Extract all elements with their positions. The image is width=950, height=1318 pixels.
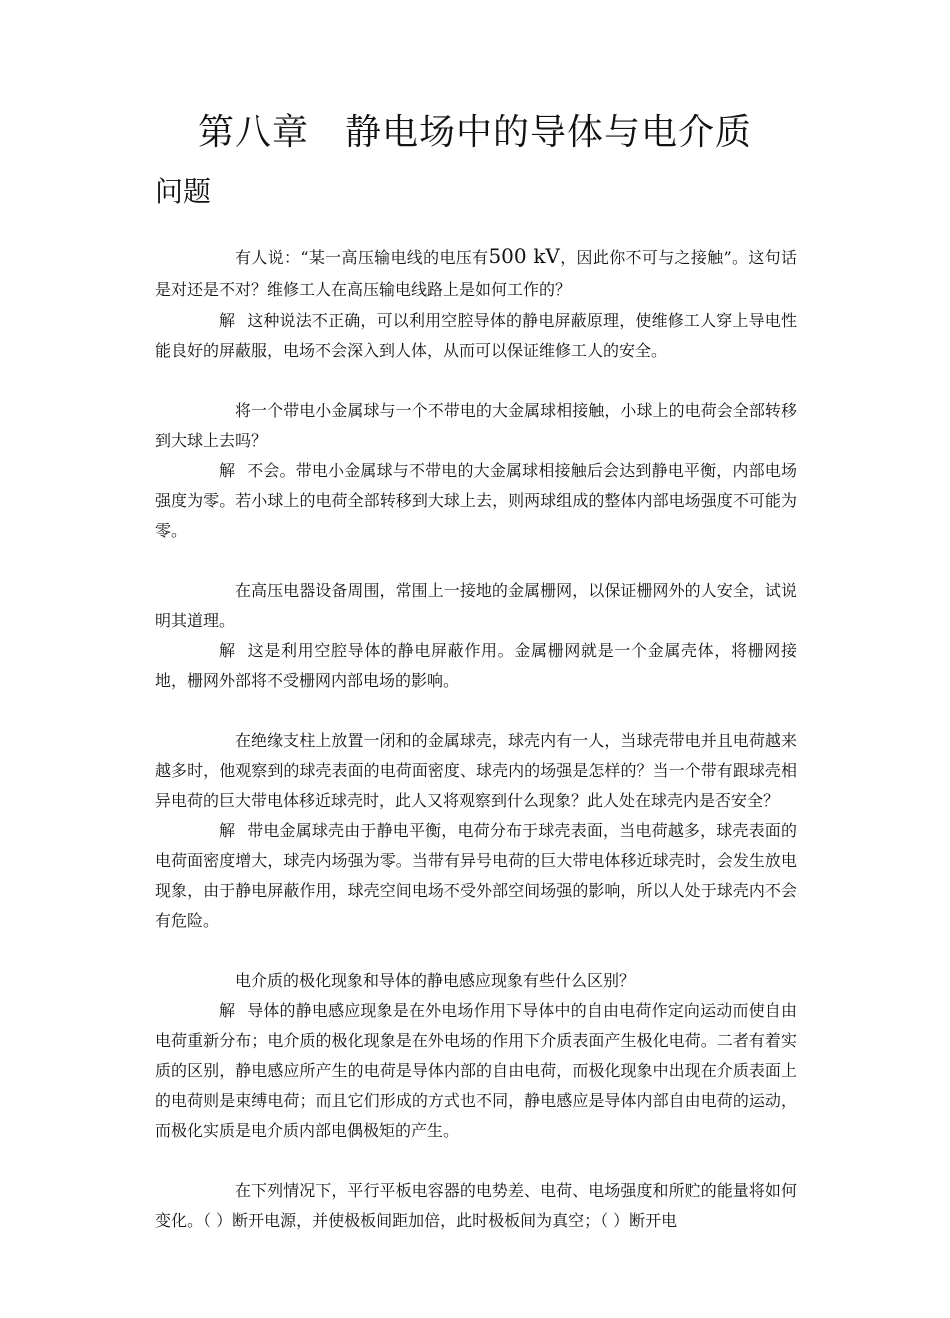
qa-list [155,240,797,1266]
qa-item-3 [155,576,797,696]
question-text: 在绝缘支柱上放置一闭和的金属球壳，球壳内有一人，当球壳带电并且电荷越来越多时，他观察到的球壳表面的电荷面密度、球壳内的场强是怎样的？当一个带有跟球壳相异电荷的巨大带电体移近球壳时，此人又将观察到什么现象？此人处在球壳内是否安全？ [155,731,797,810]
answer-label: 解 [219,311,236,330]
question-text-part-b: ，因此你不可与之接触”。这句话是对还是不对？维修工人在高压输电线路上是如何工作的？ [155,248,798,299]
answer-body: 带电金属球壳由于静电平衡，电荷分布于球壳表面，当电荷越多，球壳表面的电荷面密度增大，球壳内场强为零。当带有异号电荷的巨大带电体移近球壳时，会发生放电现象，由于静电屏蔽作用，球壳空间电场不受外部空间场强的影响，所以人处于球壳内不会有危险。 [155,821,797,930]
qa-item-4 [155,726,797,936]
question-text: 电介质的极化现象和导体的静电感应现象有些什么区别？ [235,971,636,990]
chapter-name: 静电场中的导体与电介质 [345,112,753,153]
question-text: 将一个带电小金属球与一个不带电的大金属球相接触，小球上的电荷会全部转移到大球上去吗？ [155,401,797,450]
chapter-title [0,108,950,158]
answer-text [155,816,797,936]
question-text [155,240,797,306]
answer-text [155,456,797,546]
qa-item-1 [155,240,797,366]
qa-item-2 [155,396,797,546]
section-heading: 问题 [155,175,212,208]
chapter-number: 第八章 [197,112,309,153]
answer-text [155,306,797,366]
answer-body: 这种说法不正确，可以利用空腔导体的静电屏蔽原理，使维修工人穿上导电性能良好的屏蔽服，电场不会深入到人体，从而可以保证维修工人的安全。 [155,311,797,360]
answer-body: 不会。带电小金属球与不带电的大金属球相接触后会达到静电平衡，内部电场强度为零。若小球上的电荷全部转移到大球上去，则两球组成的整体内部电场强度不可能为零。 [155,461,797,540]
voltage-value: 500 kV [488,244,560,268]
answer-text [155,996,797,1146]
answer-body: 导体的静电感应现象是在外电场作用下导体中的自由电荷作定向运动而使自由电荷重新分布；电介质的极化现象是在外电场的作用下介质表面产生极化电荷。二者有着实质的区别，静电感应所产生的电荷是导体内部的自由电荷，而极化现象中出现在介质表面上的电荷则是束缚电荷；而且它们形成的方式也不同，静电感应是导体内部自由电荷的运动，而极化实质是电介质内部电偶极矩的产生。 [155,1001,797,1140]
answer-body: 这是利用空腔导体的静电屏蔽作用。金属栅网就是一个金属壳体，将栅网接地，栅网外部将不受栅网内部电场的影响。 [155,641,797,690]
answer-label: 解 [219,641,236,660]
question-text: 在下列情况下，平行平板电容器的电势差、电荷、电场强度和所贮的能量将如何变化。（ ）断开电源，并使极板间距加倍，此时极板间为真空；（ ）断开电 [155,1181,797,1230]
answer-label: 解 [219,1001,236,1020]
qa-item-5 [155,966,797,1146]
qa-item-6 [155,1176,797,1236]
question-text-part-a: 有人说：“某一高压输电线的电压有 [235,248,489,267]
question-text: 在高压电器设备周围，常围上一接地的金属栅网，以保证栅网外的人安全，试说明其道理。 [155,581,797,630]
answer-text [155,636,797,696]
answer-label: 解 [219,461,236,480]
answer-label: 解 [219,821,236,840]
